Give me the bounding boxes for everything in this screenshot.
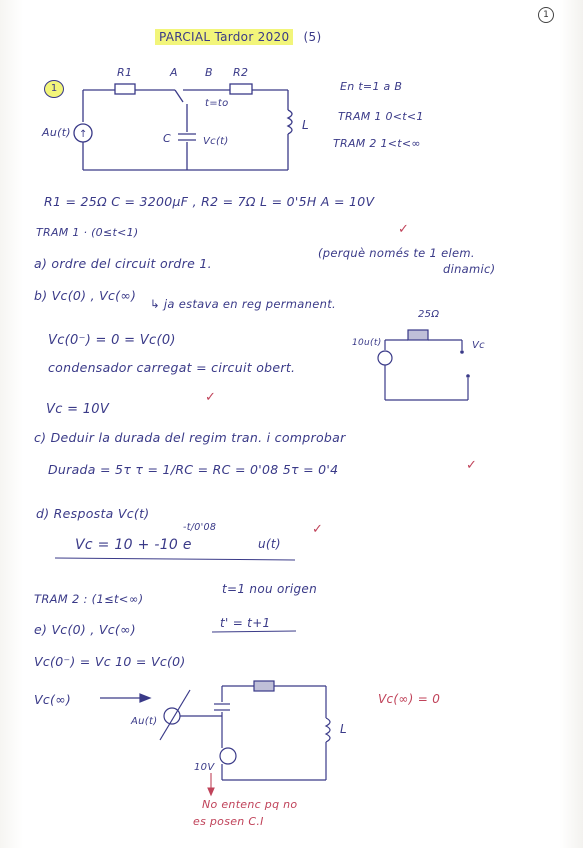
node-a-label: A — [170, 66, 178, 79]
problem-number: 1 — [44, 80, 64, 98]
answer-c: Durada = 5τ τ = 1/RC = RC = 0'08 5τ = 0'4 — [48, 462, 339, 477]
inductor-label: L — [302, 118, 309, 132]
doubt-note-1: No entenc pq no — [202, 798, 298, 811]
question-a: a) ordre del circuit ordre 1. — [34, 256, 212, 271]
vc-label: Vc(t) — [203, 136, 229, 147]
checkmark-2: ✓ — [205, 390, 217, 405]
question-a-note-2: dinamic) — [443, 262, 496, 276]
r1-label: R1 — [117, 66, 133, 79]
title-tag: (5) — [303, 30, 322, 44]
title-highlight: PARCIAL Tardor 2020 — [155, 29, 293, 45]
tram2-heading: TRAM 2 : (1≤t<∞) — [34, 592, 144, 606]
circuit2-r-label: 25Ω — [418, 309, 440, 320]
answer-b-line-1: Vc(0⁻) = 0 = Vc(0) — [48, 333, 176, 348]
question-b: b) Vc(0) , Vc(∞) — [34, 288, 137, 303]
doubt-note-2: es posen C.I — [193, 815, 264, 828]
answer-b-line-3: Vc = 10V — [46, 402, 110, 417]
r2-label: R2 — [233, 66, 249, 79]
note-right-3: TRAM 2 1<t<∞ — [333, 137, 421, 150]
svg-text:↑: ↑ — [79, 129, 88, 140]
note-right-2: TRAM 1 0<t<1 — [338, 110, 424, 123]
checkmark-4: ✓ — [312, 522, 324, 537]
answer-d-unit: u(t) — [258, 537, 281, 551]
tram1-heading: TRAM 1 · (0≤t<1) — [36, 226, 139, 239]
answer-e-line-1: Vc(0⁻) = Vc 10 = Vc(0) — [34, 654, 186, 669]
note-right-1: En t=1 a B — [340, 80, 403, 93]
answer-e-result: Vc(∞) = 0 — [378, 692, 441, 706]
question-a-note-1: (perquè només te 1 elem. — [318, 246, 475, 260]
circuit3-l-label: L — [340, 722, 347, 736]
circuit3-source-label: Au(t) — [131, 716, 158, 727]
component-values: R1 = 25Ω C = 3200μF , R2 = 7Ω L = 0'5H A = 10V — [44, 194, 375, 209]
question-b-note: ↳ ja estava en reg permanent. — [150, 297, 336, 311]
source-label: Au(t) — [42, 126, 71, 139]
circuit3-v-label: 10V — [194, 762, 215, 773]
circuit2-source-label: 10u(t) — [352, 338, 382, 348]
tram2-note: t=1 nou origen — [222, 582, 317, 596]
answer-d: Vc = 10 + -10 e — [75, 537, 192, 553]
question-e-note: t' = t+1 — [220, 616, 271, 630]
switch-label: t=to — [205, 98, 229, 109]
checkmark-1: ✓ — [398, 222, 410, 237]
page-number: 1 — [538, 7, 554, 23]
question-c: c) Deduir la durada del regim tran. i comprobar — [34, 430, 346, 445]
node-b-label: B — [205, 66, 213, 79]
circuit2-vc-label: Vc — [472, 340, 485, 351]
answer-d-exponent: -t/0'08 — [183, 522, 217, 533]
question-e: e) Vc(0) , Vc(∞) — [34, 622, 136, 637]
question-d: d) Resposta Vc(t) — [36, 506, 150, 521]
answer-e-line-2: Vc(∞) — [34, 692, 72, 707]
capacitor-label: C — [163, 132, 171, 145]
answer-b-line-2: condensador carregat = circuit obert. — [48, 360, 296, 375]
checkmark-3: ✓ — [466, 458, 478, 473]
